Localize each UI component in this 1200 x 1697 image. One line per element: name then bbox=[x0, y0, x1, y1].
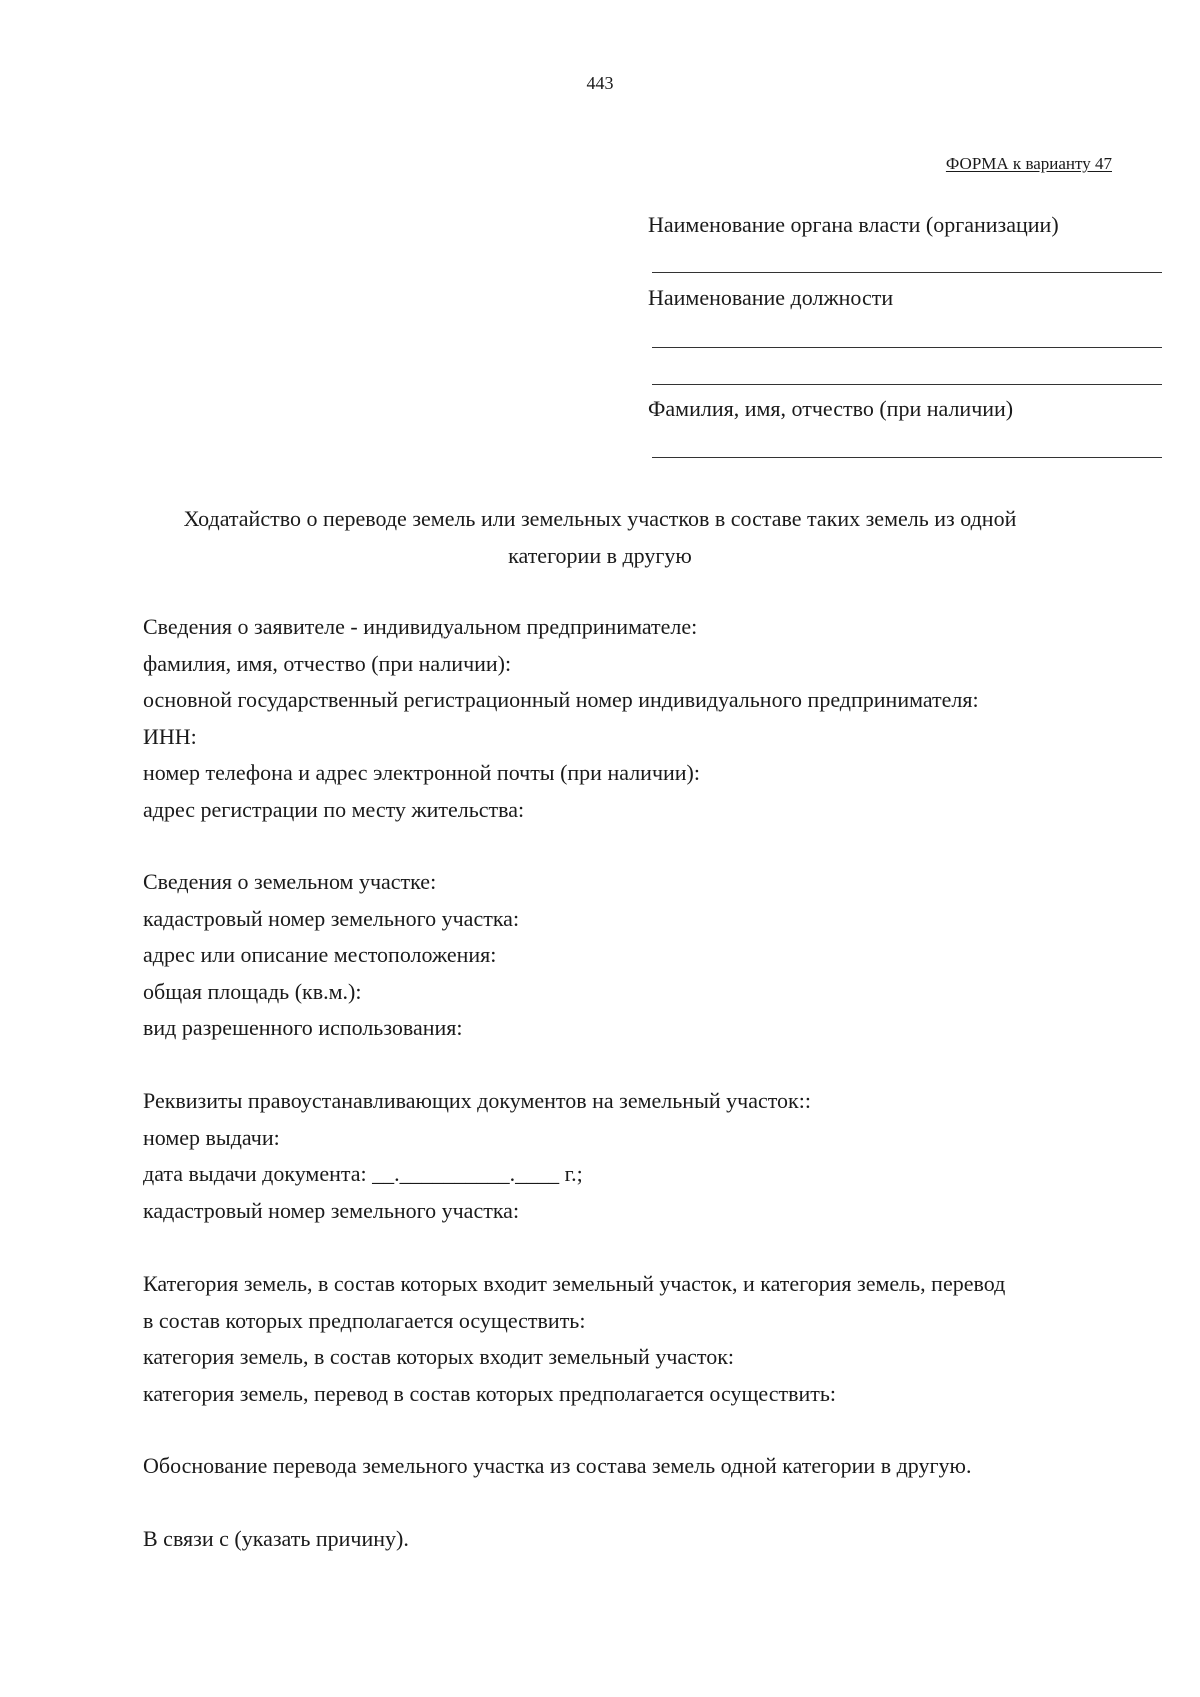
categories-heading-line-2: в состав которых предполагается осуществить: bbox=[143, 1307, 586, 1333]
applicant-heading: Сведения о заявителе - индивидуальном предпринимателе: bbox=[143, 614, 698, 639]
land-plot-heading: Сведения о земельном участке: bbox=[143, 869, 437, 894]
title-documents-section bbox=[143, 1083, 1133, 1229]
title-documents-cadastral-number: кадастровый номер земельного участка: bbox=[143, 1197, 520, 1223]
justification-reason-block bbox=[143, 1521, 1133, 1558]
applicant-inn: ИНН: bbox=[143, 723, 197, 749]
applicant-full-name: фамилия, имя, отчество (при наличии): bbox=[143, 650, 512, 676]
categories-target: категория земель, перевод в состав которых предполагается осуществить: bbox=[143, 1380, 836, 1406]
applicant-contacts: номер телефона и адрес электронной почты (при наличии): bbox=[143, 760, 700, 785]
position-fill-line-2 bbox=[652, 384, 1162, 385]
title-documents-issue-date: дата выдачи документа: __.__________.____ г.; bbox=[143, 1161, 583, 1186]
land-plot-area: общая площадь (кв.м.): bbox=[143, 978, 362, 1004]
full-name-fill-line bbox=[652, 457, 1162, 458]
land-plot-location: адрес или описание местоположения: bbox=[143, 942, 497, 967]
applicant-section bbox=[143, 609, 1133, 828]
categories-heading-line-1: Категория земель, в состав которых входит земельный участок, и категория земель, перевод bbox=[143, 1271, 1006, 1296]
position-fill-line-1 bbox=[652, 347, 1162, 348]
justification-reason: В связи с (указать причину). bbox=[143, 1526, 409, 1551]
land-plot-cadastral-number: кадастровый номер земельного участка: bbox=[143, 905, 520, 931]
document-title bbox=[100, 500, 1100, 574]
title-documents-heading: Реквизиты правоустанавливающих документов на земельный участок:: bbox=[143, 1088, 811, 1113]
form-reference: ФОРМА к варианту 47 bbox=[945, 154, 1112, 173]
authority-label: Наименование органа власти (организации) bbox=[648, 212, 1059, 237]
justification-heading-block bbox=[143, 1448, 1133, 1485]
land-plot-section bbox=[143, 864, 1133, 1047]
page-number: 443 bbox=[586, 73, 614, 93]
position-label: Наименование должности bbox=[648, 285, 894, 310]
title-line-1: Ходатайство о переводе земель или земельных участков в составе таких земель из одной bbox=[183, 506, 1017, 531]
categories-section bbox=[143, 1266, 1133, 1412]
title-line-2: категории в другую bbox=[508, 543, 692, 568]
applicant-address: адрес регистрации по месту жительства: bbox=[143, 796, 525, 822]
full-name-label: Фамилия, имя, отчество (при наличии) bbox=[648, 396, 1014, 421]
justification-heading: Обоснование перевода земельного участка из состава земель одной категории в другую. bbox=[143, 1453, 972, 1478]
categories-current: категория земель, в состав которых входит земельный участок: bbox=[143, 1344, 735, 1369]
land-plot-permitted-use: вид разрешенного использования: bbox=[143, 1015, 463, 1040]
title-documents-issue-number: номер выдачи: bbox=[143, 1124, 280, 1150]
applicant-ogrnip: основной государственный регистрационный номер индивидуального предпринимателя: bbox=[143, 687, 979, 712]
authority-fill-line bbox=[652, 272, 1162, 273]
